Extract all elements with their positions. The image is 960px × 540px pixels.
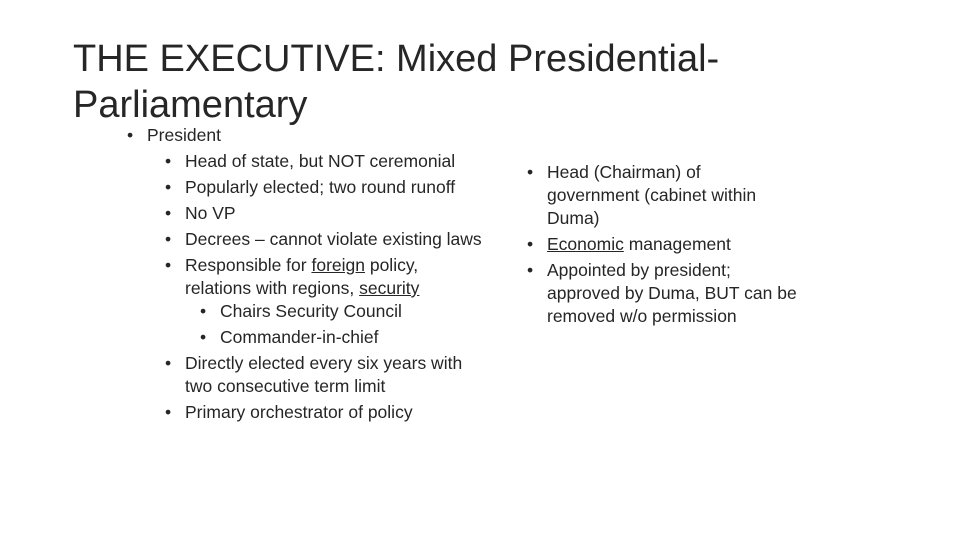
bullet: • bbox=[527, 162, 534, 182]
bullet: • bbox=[165, 353, 172, 373]
list-item-text: Head of state, but NOT ceremonial bbox=[185, 151, 456, 171]
list-item-text: Duma) bbox=[547, 208, 600, 228]
list-item-decrees bbox=[165, 228, 527, 251]
list-item-directly-elected bbox=[165, 352, 527, 398]
bullet: • bbox=[165, 255, 172, 275]
right-bullet-list bbox=[527, 161, 847, 328]
list-item-text: policy, bbox=[364, 255, 419, 275]
bullet: • bbox=[165, 151, 172, 171]
list-item-chairs-security bbox=[200, 300, 527, 323]
list-item-text: Decrees – cannot violate existing laws bbox=[185, 229, 482, 249]
bullet: • bbox=[527, 260, 534, 280]
list-item-text: relations with regions, bbox=[185, 278, 360, 298]
title-line-2: Parliamentary bbox=[73, 84, 308, 126]
list-item-popularly-elected bbox=[165, 176, 527, 199]
list-item-economic bbox=[527, 233, 847, 256]
list-item-text: removed w/o permission bbox=[547, 306, 737, 326]
list-item-commander bbox=[200, 326, 527, 349]
list-item-text: Chairs Security Council bbox=[220, 301, 402, 321]
list-item-text: No VP bbox=[185, 203, 236, 223]
list-item-primary bbox=[165, 401, 527, 424]
list-item-text: government (cabinet within bbox=[547, 185, 757, 205]
list-item-appointed bbox=[527, 259, 847, 328]
bullet: • bbox=[165, 402, 172, 422]
title-line-1: THE EXECUTIVE: Mixed Presidential- bbox=[73, 38, 720, 80]
list-item-text: management bbox=[623, 234, 731, 254]
list-item-text: Commander-in-chief bbox=[220, 327, 379, 347]
bullet: • bbox=[127, 125, 134, 145]
list-item-president bbox=[127, 124, 527, 147]
list-item-text: President bbox=[147, 125, 221, 145]
list-item-head-of-government bbox=[527, 161, 847, 230]
slide-title bbox=[73, 36, 773, 128]
list-item-text: Responsible for bbox=[185, 255, 312, 275]
bullet: • bbox=[165, 177, 172, 197]
bullet: • bbox=[200, 327, 207, 347]
list-item-text: Primary orchestrator of policy bbox=[185, 402, 413, 422]
list-item-responsible bbox=[165, 254, 527, 300]
underlined-text: Economic bbox=[547, 234, 624, 254]
left-bullet-list bbox=[127, 124, 527, 424]
list-item-text: approved by Duma, BUT can be bbox=[547, 283, 797, 303]
list-item-head-of-state bbox=[165, 150, 527, 173]
underlined-text: foreign bbox=[311, 255, 365, 275]
bullet: • bbox=[165, 229, 172, 249]
list-item-text: two consecutive term limit bbox=[185, 376, 386, 396]
underlined-text: security bbox=[359, 278, 420, 298]
list-item-text: Popularly elected; two round runoff bbox=[185, 177, 456, 197]
bullet: • bbox=[527, 234, 534, 254]
list-item-text: Appointed by president; bbox=[547, 260, 731, 280]
bullet: • bbox=[200, 301, 207, 321]
list-item-no-vp bbox=[165, 202, 527, 225]
bullet: • bbox=[165, 203, 172, 223]
list-item-text: Head (Chairman) of bbox=[547, 162, 701, 182]
list-item-text: Directly elected every six years with bbox=[185, 353, 463, 373]
